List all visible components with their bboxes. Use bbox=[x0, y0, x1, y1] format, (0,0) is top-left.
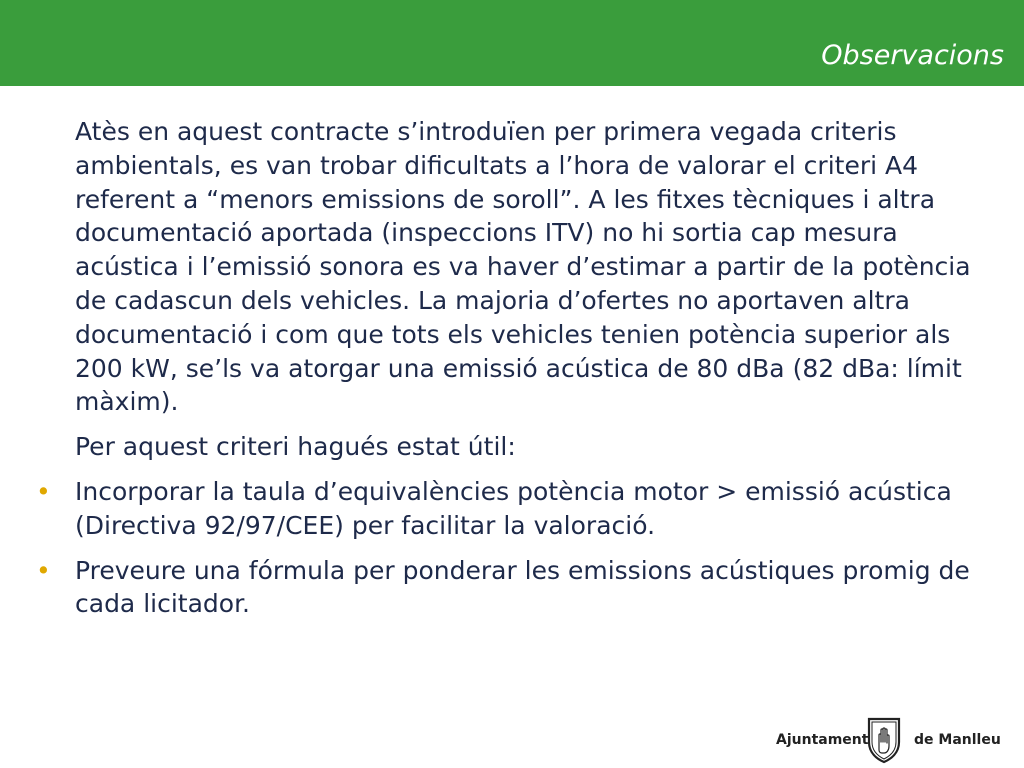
paragraph-intro: Atès en aquest contracte s’introduïen per primera vegada criteris ambientals, es van trobar dificultats a l’hora de valorar el criteri A4 referent a “menors emissions de soroll”. A les fitxes tècniques i altra documentació aportada (inspeccions ITV) no hi sortia cap mesura acústica i l’emissió sonora es va haver d’estimar a partir de la potència de cadascun dels vehicles. La majoria d’ofertes no aportaven altra documentació i com que tots els vehicles tenien potència superior als 200 kW, se’ls va atorgar una emissió acústica de 80 dBa (82 dBa: límit màxim). bbox=[75, 117, 971, 417]
bullet-icon: • bbox=[36, 476, 51, 506]
bullet-icon: • bbox=[36, 555, 51, 585]
slide-title: Observacions bbox=[821, 40, 1004, 71]
logo-text-ajuntament: Ajuntament bbox=[776, 732, 869, 748]
footer-logo bbox=[776, 716, 1002, 766]
shield-hand-icon bbox=[866, 716, 902, 764]
bullet-item bbox=[36, 475, 1005, 543]
bullet-item bbox=[36, 554, 1005, 622]
paragraph-lead: Per aquest criteri hagués estat útil: bbox=[75, 432, 516, 462]
slide-content bbox=[36, 115, 1005, 632]
logo-text-manlleu: de Manlleu bbox=[914, 732, 1001, 748]
bullet-text: Incorporar la taula d’equivalències potència motor > emissió acústica (Directiva 92/97/CEE) per facilitar la valoració. bbox=[75, 476, 952, 540]
bullet-text: Preveure una fórmula per ponderar les emissions acústiques promig de cada licitador. bbox=[75, 555, 970, 619]
header-bar bbox=[0, 0, 1024, 86]
